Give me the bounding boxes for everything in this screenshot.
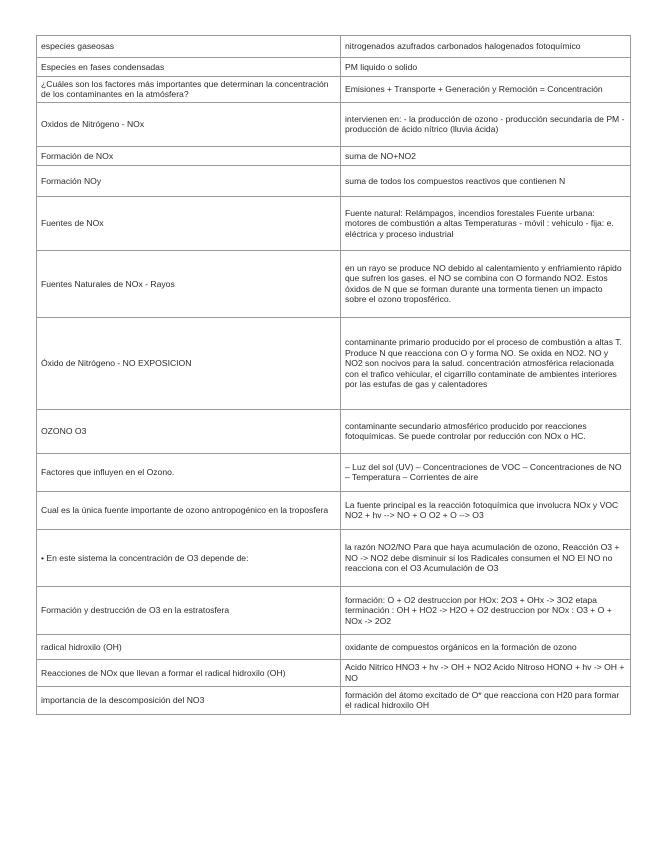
table-row bbox=[37, 250, 631, 317]
term-cell: Especies en fases condensadas bbox=[37, 58, 341, 77]
table-row bbox=[37, 102, 631, 146]
term-cell: Fuentes Naturales de NOx - Rayos bbox=[37, 250, 341, 317]
term-cell: Formación de NOx bbox=[37, 146, 341, 165]
term-cell: Oxidos de Nitrógeno - NOx bbox=[37, 102, 341, 146]
table-row bbox=[37, 686, 631, 714]
definition-cell: intervienen en: - la producción de ozono - producción secundaria de PM - producción de ácido nítrico (lluvia ácida) bbox=[341, 102, 631, 146]
definition-cell: Emisiones + Transporte + Generación y Remoción = Concentración bbox=[341, 77, 631, 103]
definition-cell: contaminante primario producido por el proceso de combustión a altas T. Produce N que reacciona con O y forma NO. Se oxida en NO2. NO y NO2 son nocivos para la salud. concentración atmosférica relacionada con el trafico vehicular, el cigarrillo contaminate de ambientes interiores por las estufas de gas y calentadores bbox=[341, 317, 631, 409]
term-cell: Óxido de Nitrógeno - NO EXPOSICION bbox=[37, 317, 341, 409]
term-cell: Fuentes de NOx bbox=[37, 196, 341, 250]
table-row bbox=[37, 586, 631, 634]
term-cell: • En este sistema la concentración de O3 depende de: bbox=[37, 529, 341, 586]
term-cell: OZONO O3 bbox=[37, 409, 341, 453]
definition-cell: formación: O + O2 destruccion por HOx: 2O3 + OHx -> 3O2 etapa terminación : OH + HO2 -> H2O + O2 destruccion por NOx : O3 + O + NOx -> 2O2 bbox=[341, 586, 631, 634]
table-row bbox=[37, 36, 631, 58]
table-row bbox=[37, 77, 631, 103]
table-row bbox=[37, 196, 631, 250]
term-cell: radical hidroxilo (OH) bbox=[37, 634, 341, 659]
definition-cell: suma de NO+NO2 bbox=[341, 146, 631, 165]
term-cell: Reacciones de NOx que llevan a formar el radical hidroxilo (OH) bbox=[37, 659, 341, 686]
definition-cell: nitrogenados azufrados carbonados halogenados fotoquímico bbox=[341, 36, 631, 58]
table-row bbox=[37, 453, 631, 491]
definition-cell: Fuente natural: Relámpagos, incendios forestales Fuente urbana: motores de combustión a altas Temperaturas - móvil : vehiculo - fija: e. eléctrica y proceso industrial bbox=[341, 196, 631, 250]
definition-cell: – Luz del sol (UV) – Concentraciones de VOC – Concentraciones de NO – Temperatura – Corrientes de aire bbox=[341, 453, 631, 491]
term-cell: Formación NOy bbox=[37, 165, 341, 196]
table-row bbox=[37, 529, 631, 586]
table-row bbox=[37, 634, 631, 659]
table-row bbox=[37, 659, 631, 686]
document-page bbox=[36, 35, 625, 715]
definition-cell: contaminante secundario atmosférico producido por reacciones fotoquímicas. Se puede controlar por reducción con NOx o HC. bbox=[341, 409, 631, 453]
table-row bbox=[37, 409, 631, 453]
definition-cell: suma de todos los compuestos reactivos que contienen N bbox=[341, 165, 631, 196]
table-row bbox=[37, 317, 631, 409]
term-cell: Factores que influyen en el Ozono. bbox=[37, 453, 341, 491]
table-row bbox=[37, 491, 631, 529]
definition-cell: Acido Nitrico HNO3 + hv -> OH + NO2 Acido Nitroso HONO + hv -> OH + NO bbox=[341, 659, 631, 686]
table-row bbox=[37, 146, 631, 165]
term-cell: ¿Cuáles son los factores más importantes que determinan la concentración de los contaminantes en la atmósfera? bbox=[37, 77, 341, 103]
definition-cell: la razón NO2/NO Para que haya acumulación de ozono, Reacción O3 + NO -> NO2 debe disminuir si los Radicales consumen el NO El NO no reacciona con el O3 Acumulación de O3 bbox=[341, 529, 631, 586]
term-cell: importancia de la descomposición del NO3 bbox=[37, 686, 341, 714]
definition-cell: en un rayo se produce NO debido al calentamiento y enfriamiento rápido que sufren los gases. el NO se combina con O formando NO2. Estos óxidos de N que se forman durante una tormenta tienen un impacto sobre el ozono troposférico. bbox=[341, 250, 631, 317]
table-row bbox=[37, 58, 631, 77]
term-cell: especies gaseosas bbox=[37, 36, 341, 58]
definition-cell: La fuente principal es la reacción fotoquímica que involucra NOx y VOC NO2 + hv --> NO + O O2 + O --> O3 bbox=[341, 491, 631, 529]
term-cell: Cual es la única fuente importante de ozono antropogénico en la troposfera bbox=[37, 491, 341, 529]
flashcard-table bbox=[36, 35, 631, 715]
definition-cell: formación del átomo excitado de O* que reacciona con H20 para formar el radical hidroxilo OH bbox=[341, 686, 631, 714]
definition-cell: oxidante de compuestos orgánicos en la formación de ozono bbox=[341, 634, 631, 659]
definition-cell: PM liquido o solido bbox=[341, 58, 631, 77]
term-cell: Formación y destrucción de O3 en la estratosfera bbox=[37, 586, 341, 634]
table-row bbox=[37, 165, 631, 196]
